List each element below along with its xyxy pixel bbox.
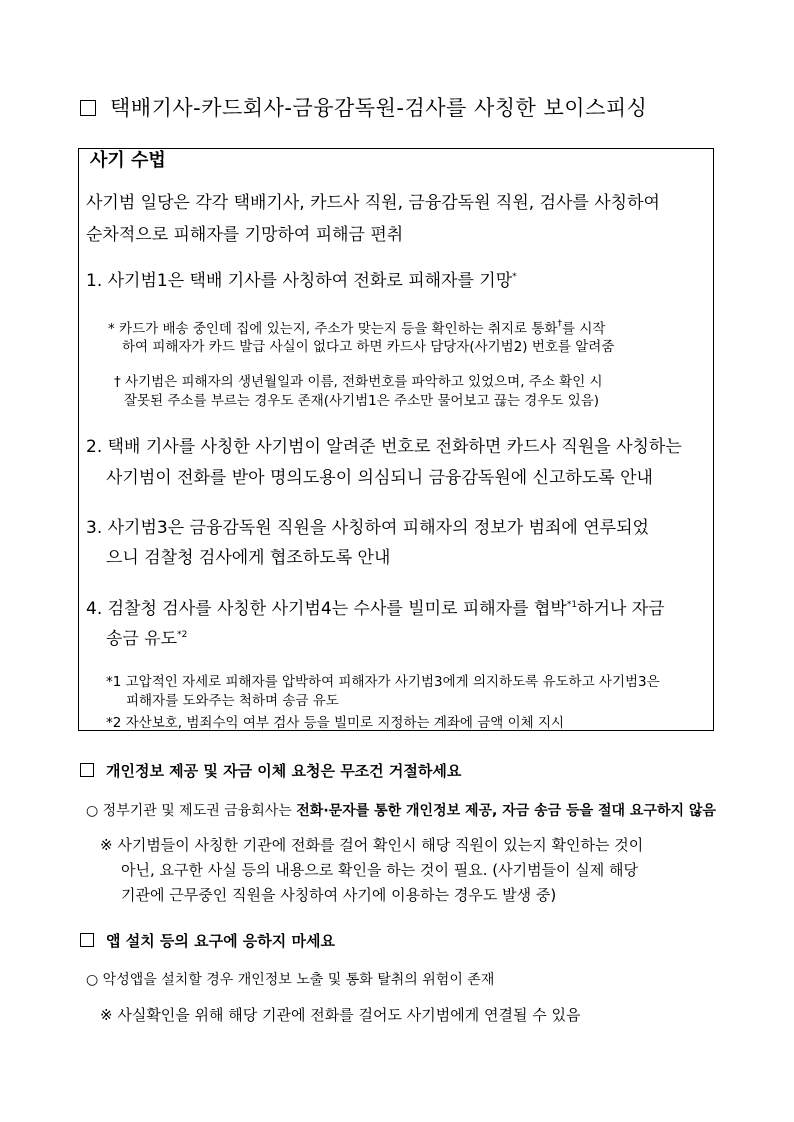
note-star-mark: † bbox=[557, 319, 562, 329]
section-1-note-1: ※ 사기범들이 사칭한 기관에 전화를 걸어 확인시 해당 직원이 있는지 확인하는 것이 bbox=[100, 836, 644, 854]
step-1 bbox=[86, 266, 517, 291]
note-star-line-1b: 를 시작 bbox=[561, 321, 606, 337]
note-star-line-1 bbox=[108, 317, 605, 337]
section-1-heading-text: 개인정보 제공 및 자금 이체 요청은 무조건 거절하세요 bbox=[106, 762, 462, 780]
step-1-text: 1. 사기범1은 택배 기사를 사칭하여 전화로 피해자를 기망 bbox=[86, 271, 513, 291]
step-1-mark: * bbox=[512, 272, 517, 282]
note-dagger-line-1: † 사기범은 피해자의 생년월일과 이름, 전화번호를 파악하고 있었으며, 주소 확인 시 bbox=[114, 374, 603, 390]
footnote-2: *2 자산보호, 범죄수익 여부 검사 등을 빌미로 지정하는 계좌에 금액 이체 지시 bbox=[106, 715, 565, 731]
step-4-mark-2: *2 bbox=[177, 630, 188, 640]
checkbox-square-icon bbox=[80, 100, 96, 116]
document-title bbox=[80, 92, 647, 122]
step-4-line-2-text: 송금 유도 bbox=[106, 629, 178, 649]
section-1-bullet-b: 전화·문자를 통한 개인정보 제공, 자금 송금 등을 절대 요구하지 않음 bbox=[296, 803, 716, 819]
section-2-heading bbox=[80, 930, 335, 951]
step-4-line-1b: 하거나 자금 bbox=[577, 599, 665, 619]
step-4-line-1 bbox=[86, 594, 665, 619]
note-dagger-line-2: 잘못된 주소를 부르는 경우도 존재(사기범1은 주소만 물어보고 끊는 경우도 있음) bbox=[124, 393, 600, 409]
intro-line-2: 순차적으로 피해자를 기망하여 피해금 편취 bbox=[86, 225, 404, 245]
step-4-mark-1: *1 bbox=[566, 600, 578, 610]
step-4-line-1a: 4. 검찰청 검사를 사칭한 사기범4는 수사를 빌미로 피해자를 협박 bbox=[86, 599, 567, 619]
section-1-heading bbox=[80, 760, 461, 781]
note-star-line-2: 하여 피해자가 카드 발급 사실이 없다고 하면 카드사 담당자(사기범2) 번호를 알려줌 bbox=[122, 339, 615, 355]
step-2-line-2: 사기범이 전화를 받아 명의도용이 의심되니 금융감독원에 신고하도록 안내 bbox=[106, 468, 653, 488]
section-2-bullet: ○ 악성앱을 설치할 경우 개인정보 노출 및 통화 탈취의 위험이 존재 bbox=[86, 972, 495, 988]
checkbox-square-icon bbox=[80, 763, 94, 777]
section-1-note-3: 기관에 근무중인 직원을 사칭하여 사기에 이용하는 경우도 발생 중) bbox=[121, 886, 557, 904]
footnote-1-line-2: 피해자를 도와주는 척하며 송금 유도 bbox=[126, 693, 339, 709]
step-3-line-1: 3. 사기범3은 금융감독원 직원을 사칭하여 피해자의 정보가 범죄에 연루되었 bbox=[86, 518, 649, 538]
section-1-note-2: 아닌, 요구한 사실 등의 내용으로 확인을 하는 것이 필요. (사기범들이 실제 해당 bbox=[121, 861, 639, 879]
step-4-line-2 bbox=[106, 624, 187, 649]
section-1-bullet-a: ○ 정부기관 및 제도권 금융회사는 bbox=[86, 803, 297, 819]
checkbox-square-icon bbox=[80, 933, 94, 947]
step-2-line-1: 2. 택배 기사를 사칭한 사기범이 알려준 번호로 전화하면 카드사 직원을 사칭하는 bbox=[86, 437, 682, 457]
method-heading: 사기 수법 bbox=[90, 150, 166, 171]
step-3-line-2: 으니 검찰청 검사에게 협조하도록 안내 bbox=[106, 548, 391, 568]
section-1-bullet bbox=[86, 800, 716, 820]
section-2-heading-text: 앱 설치 등의 요구에 응하지 마세요 bbox=[106, 932, 335, 950]
section-2-note: ※ 사실확인을 위해 해당 기관에 전화를 걸어도 사기범에게 연결될 수 있음 bbox=[100, 1006, 581, 1024]
intro-line-1: 사기범 일당은 각각 택배기사, 카드사 직원, 금융감독원 직원, 검사를 사칭하여 bbox=[86, 193, 660, 213]
title-text: 택배기사-카드회사-금융감독원-검사를 사칭한 보이스피싱 bbox=[110, 96, 648, 120]
footnote-1-line-1: *1 고압적인 자세로 피해자를 압박하여 피해자가 사기범3에게 의지하도록 유도하고 사기범3은 bbox=[106, 674, 660, 690]
note-star-line-1a: * 카드가 배송 중인데 집에 있는지, 주소가 맞는지 등을 확인하는 취지로 통화 bbox=[108, 321, 558, 337]
